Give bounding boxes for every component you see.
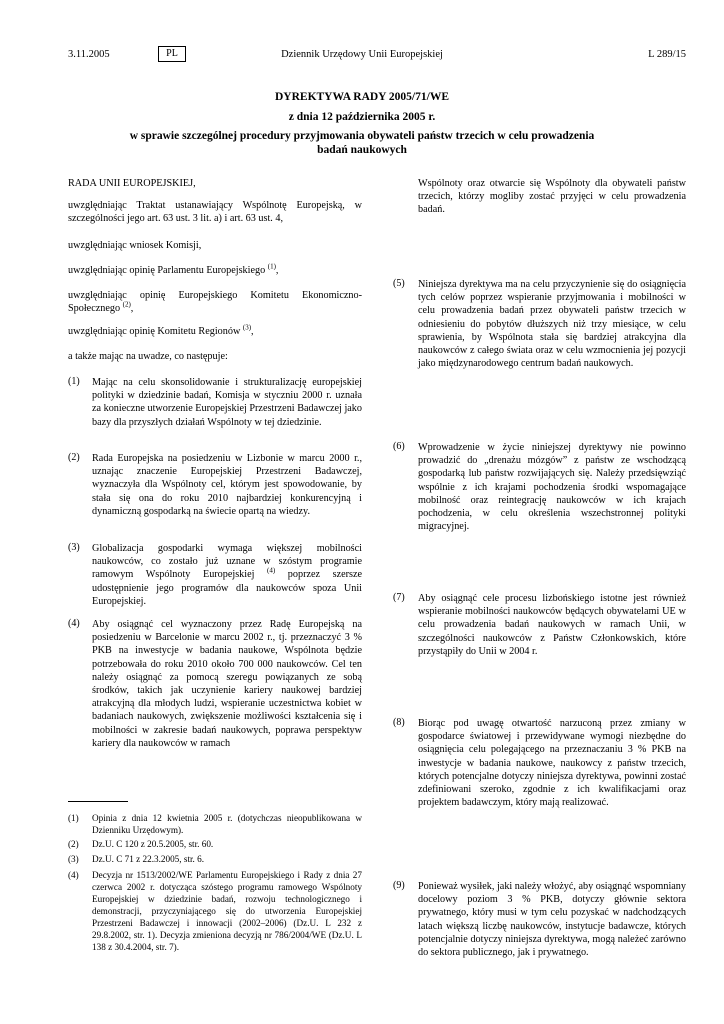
recital-continuation: Wspólnoty oraz otwarcie się Wspólnoty dla obywateli państw trzecich, którzy mogliby zostać przyjęci w celu prowadzenia badań. xyxy=(418,178,686,216)
recital-text: Mając na celu skonsolidowanie i strukturalizację europejskiej polityki w dziedzinie badań, Komisja w styczniu 2000 r. uznała za konieczne utworzenie Europejskiej Przestrzeni Badawczej jako bazy dla przyszłych działań Wspólnoty w tej dziedzinie. xyxy=(92,377,362,428)
directive-subject-line2: badań naukowych xyxy=(317,144,407,156)
citation-treaty: uwzględniając Traktat ustanawiający Wspólnotę Europejską, w szczególności jego art. 63 ust. 3 lit. a) i art. 63 ust. 4, xyxy=(68,200,362,225)
recital-text: Biorąc pod uwagę otwartość narzuconą przez zmiany w gospodarce światowej i przewidywane wymogi niezbędne do osiągnięcia celu polegającego na przeznaczaniu 3 % PKB na inwestycje w badania naukowe, naukowcy z państw trzecich, których potencjalne dotyczy niniejsza dyrektywa, powinni zostać zdefiniowani szeroko, zgodnie z ich kwalifikacjami oraz projektem badawczym, który mają realizować. xyxy=(418,718,686,809)
recital-3-text-b: poprzez szersze udostępnienie jego programów dla naukowców spoza Unii Europejskiej. xyxy=(92,569,363,607)
whereas-heading: a także mając na uwadze, co następuje: xyxy=(68,351,228,362)
footnote-text: Dz.U. C 120 z 20.5.2005, str. 60. xyxy=(92,839,214,849)
council-heading: RADA UNII EUROPEJSKIEJ, xyxy=(68,178,196,189)
footnote-ref-4: (4) xyxy=(267,567,276,576)
recital-text: Niniejsza dyrektywa ma na celu przyczynienie się do osiągnięcia tych celów poprzez wspieranie przyjmowania i mobilności w celu prowadzenia badań przez obywateli państw trzecich w odniesieniu do pobytów dłuższych niż trzy miesiące, w celu sprawienia, by Wspólnota stała się bardziej atrakcyjna dla naukowców z całego świata oraz w celu wzmocnienia jej pozycji jako międzynarodowego centrum badań naukowych. xyxy=(418,279,686,370)
footnote-text: Dz.U. C 71 z 22.3.2005, str. 6. xyxy=(92,854,205,864)
citation-regions: uwzględniając opinię Komitetu Regionów $^{(3)}$, xyxy=(68,323,254,337)
citation-proposal: uwzględniając wniosek Komisji, xyxy=(68,240,202,251)
footnote-ref-3: (3) xyxy=(242,323,252,332)
recital-text: Rada Europejska na posiedzeniu w Lizbonie w marcu 2000 r., uznając znaczenie Europejskiej Przestrzeni Badawczej, wyznaczyła dla Wspólnoty cel, którym jest spowodowanie, by stała się ona do roku 2010 najbardziej konkurencyjną i dynamiczną gospodarką na świecie opartą na wiedzy. xyxy=(92,453,362,517)
recital-text: Aby osiągnąć cele procesu lizbońskiego istotne jest również wspieranie mobilności naukowców będących obywatelami UE w celu prowadzenia badań naukowych w ramach Unii, w szczególności naukowców z Państw Członkowskich, które przystąpiły do Unii w 2004 r. xyxy=(418,593,686,657)
citation-parliament: uwzględniając opinię Parlamentu Europejskiego $^{(1)}$, xyxy=(68,262,279,276)
directive-title: DYREKTYWA RADY 2005/71/WE xyxy=(274,91,449,103)
recital-number: (6) xyxy=(393,441,405,452)
recital-number: (7) xyxy=(393,592,405,603)
page-reference: L 289/15 xyxy=(648,49,686,60)
directive-subject-line1: w sprawie szczególnej procedury przyjmowania obywateli państw trzecich w celu prowadzenia xyxy=(129,130,595,142)
recital-text: Wprowadzenie w życie niniejszej dyrektywy nie powinno prowadzić do „drenażu mózgów” z państw ze wschodzącą gospodarką lub państw rozwijających się. Należy przedsięwziąć wspólnie z ich krajami pochodzenia środki wspomagające mobilność oraz reintegrację naukowców w ich krajach pochodzenia, w celu określenia wszechstronnej polityki migracyjnej. xyxy=(418,442,686,533)
recital-number: (3) xyxy=(68,542,80,553)
citation-eesc-text: uwzględniając opinię Europejskiego Komitetu Ekonomiczno-Społecznego xyxy=(68,290,362,315)
footnote-number: (3) xyxy=(68,854,79,864)
recital-text: Aby osiągnąć cel wyznaczony przez Radę Europejską na posiedzeniu w Barcelonie w marcu 2002 r., tj. przeznaczyć 3 % PKB na inwestycje w badania naukowe, Wspólnota będzie potrzebowała do roku 2010 około 700 000 naukowców. Cel ten należy osiągnąć za pomocą szeregu powiązanych ze sobą środków, takich jak uczynienie kariery naukowej bardziej atrakcyjną dla młodych ludzi, wspieranie uczestnictwa kobiet w badaniach naukowych, zwiększenie możliwości kształcenia się i mobilności w zakresie badań naukowych, poprawa perspektyw kariery dla naukowców w ramach xyxy=(92,619,362,749)
recital-number: (1) xyxy=(68,376,80,387)
recital-number: (4) xyxy=(68,618,80,629)
citation-parliament-text: uwzględniając opinię Parlamentu Europejskiego xyxy=(68,265,266,276)
directive-date: z dnia 12 października 2005 r. xyxy=(288,111,436,123)
footnote-number: (1) xyxy=(68,813,79,823)
recital-text xyxy=(92,542,362,608)
recital-3-text-a: Globalizacja gospodarki wymaga większej mobilności naukowców, co zostało już uznane w szóstym programie ramowym Wspólnoty Europejskiej xyxy=(92,543,362,581)
footnote-separator xyxy=(68,801,128,802)
footnote-number: (4) xyxy=(68,870,79,880)
recital-number: (2) xyxy=(68,452,80,463)
recital-text: Ponieważ wysiłek, jaki należy włożyć, aby osiągnąć wspomniany docelowy poziom 3 % PKB, dotyczy głównie sektora prywatnego, który musi w tym celu pozyskać w nadchodzących latach większą liczbę naukowców, instytucje badawcze, których potencjalnie dotyczy niniejsza dyrektywa, mogą należeć zarówno do sektora publicznego, jak i prywatnego. xyxy=(418,881,686,959)
recital-number: (8) xyxy=(393,717,405,728)
footnote-text: Decyzja nr 1513/2002/WE Parlamentu Europejskiego i Rady z dnia 27 czerwca 2002 r. dotycząca szóstego programu ramowego Wspólnoty Europejskiej w dziedzinie badań, rozwoju technologicznego i demonstracji, przyczyniającego się do utworzenia Europejskiej Przestrzeni Badawczej i innowacji (2002–2006) (Dz.U. L 232 z 29.8.2002, str. 1). Decyzja zmieniona decyzją nr 786/2004/WE (Dz.U. L 138 z 30.4.2004, str. 7). xyxy=(92,870,362,952)
publication-date: 3.11.2005 xyxy=(68,49,110,60)
citation-eesc: uwzględniając opinię Europejskiego Komitetu Ekonomiczno-Społecznego $^{(2)}$, xyxy=(68,290,362,315)
footnote-number: (2) xyxy=(68,839,79,849)
language-code-box: PL xyxy=(158,46,186,62)
footnote-ref-2: (2) xyxy=(122,300,131,309)
recital-number: (9) xyxy=(393,880,405,891)
citation-regions-text: uwzględniając opinię Komitetu Regionów xyxy=(68,326,241,337)
recital-number: (5) xyxy=(393,278,405,289)
footnote-text: Opinia z dnia 12 kwietnia 2005 r. (dotychczas nieopublikowana w Dzienniku Urzędowym). xyxy=(92,813,362,835)
journal-title: Dziennik Urzędowy Unii Europejskiej xyxy=(281,49,443,60)
footnote-ref-1: (1) xyxy=(267,262,276,271)
